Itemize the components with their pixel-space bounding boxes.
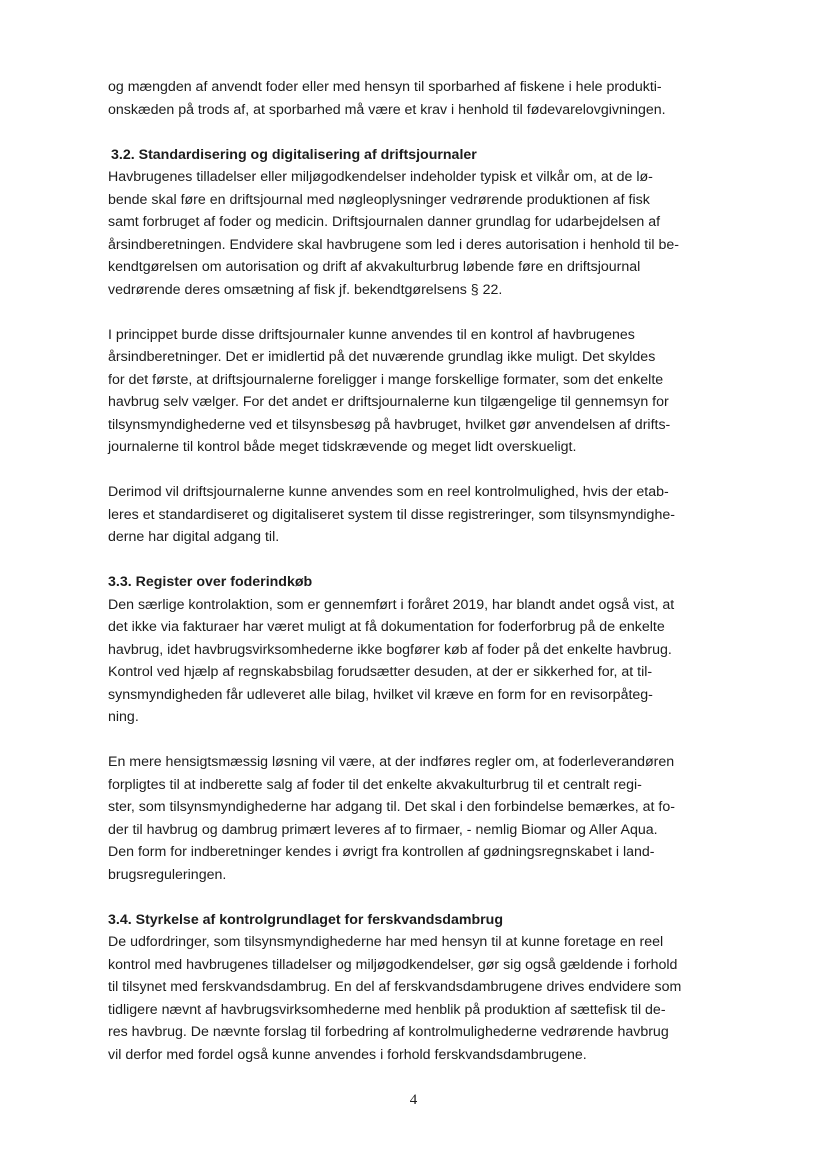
text-line: brugsreguleringen.: [108, 866, 227, 883]
text-line: til tilsynet med ferskvandsdambrug. En del af ferskvandsdambrugene drives endvidere som: [108, 979, 682, 995]
text-line: Den særlige kontrolaktion, som er gennemført i foråret 2019, har blandt andet også vist, at: [108, 596, 675, 613]
paragraph: [108, 751, 774, 886]
text-line: forpligtes til at indberette salg af foder til det enkelte akvakulturbrug til et centralt regi-: [108, 776, 642, 793]
section-heading: 3.3. Register over foderindkøb: [108, 574, 313, 590]
section-3-2: [108, 144, 774, 549]
text-line: for det første, at driftsjournalerne foreligger i mange forskellige formater, som det enkelte: [108, 371, 664, 388]
text-line: vil derfor med fordel også kunne anvendes i forhold ferskvandsdambrugene.: [108, 1046, 587, 1063]
text-line: res havbrug. De nævnte forslag til forbedring af kontrolmulighederne vedrørende havbrug: [108, 1024, 669, 1040]
text-line: Derimod vil driftsjournalerne kunne anvendes som en reel kontrolmulighed, hvis der etab-: [108, 484, 669, 500]
text-line: årsindberetninger. Det er imidlertid på det nuværende grundlag ikke muligt. Det skyldes: [108, 349, 656, 365]
text-line: kontrol med havbrugenes tilladelser og miljøgodkendelser, gør sig også gældende i forhold: [108, 956, 678, 973]
text-line: En mere hensigtsmæssig løsning vil være, at der indføres regler om, at foderleverandøren: [108, 754, 675, 770]
text-line: synsmyndigheden får udleveret alle bilag, hvilket vil kræve en form for en revisorpåteg-: [108, 686, 653, 703]
text-line: tilsynsmyndighederne ved et tilsynsbesøg på havbruget, hvilket gør anvendelsen af drifts-: [108, 416, 671, 433]
section-3-4: [108, 909, 774, 1067]
text-line: ster, som tilsynsmyndighederne har adgang til. Det skal i den forbindelse bemærkes, at fo-: [108, 799, 675, 815]
text-line: årsindberetningen. Endvidere skal havbrugene som led i deres autorisation i henhold til be-: [108, 236, 680, 253]
text-line: journalerne til kontrol både meget tidskrævende og meget lidt overskueligt.: [108, 439, 577, 455]
text-line: derne har digital adgang til.: [108, 529, 280, 545]
body-text: [108, 76, 774, 1066]
text-line: Den form for indberetninger kendes i øvrigt fra kontrollen af gødningsregnskabet i land-: [108, 844, 655, 860]
text-line: havbrug, idet havbrugsvirksomhederne ikke bogfører køb af foder på det enkelte havbrug.: [108, 641, 672, 658]
text-line: kendtgørelsen om autorisation og drift af akvakulturbrug løbende føre en driftsjournal: [108, 259, 641, 275]
section-heading: 3.4. Styrkelse af kontrolgrundlaget for ferskvandsdambrug: [108, 911, 503, 928]
intro-paragraph: [108, 76, 774, 121]
text-line: samt forbruget af foder og medicin. Driftsjournalen danner grundlag for udarbejdelsen af: [108, 214, 661, 230]
paragraph: [108, 931, 774, 1066]
text-line: det ikke via fakturaer har været muligt at få dokumentation for foderforbrug på de enkelte: [108, 619, 665, 635]
text-line: De udfordringer, som tilsynsmyndighederne har med hensyn til at kunne foretage en reel: [108, 934, 664, 950]
text-line: havbrug selv vælger. For det andet er driftsjournalerne kun tilgængelige til gennemsyn for: [108, 394, 669, 410]
section-3-3: [108, 571, 774, 886]
text-line: leres et standardiseret og digitaliseret system til disse registreringer, som tilsynsmyndighe-: [108, 506, 675, 523]
section-heading: 3.2. Standardisering og digitalisering af driftsjournaler: [111, 146, 477, 163]
text-line: bende skal føre en driftsjournal med nøgleoplysninger vedrørende produktionen af fisk: [108, 191, 650, 208]
text-line: Havbrugenes tilladelser eller miljøgodkendelser indeholder typisk et vilkår om, at de lø-: [108, 169, 653, 185]
text-line: der til havbrug og dambrug primært leveres af to firmaer, - nemlig Biomar og Aller Aqua.: [108, 821, 658, 838]
text-line: Kontrol ved hjælp af regnskabsbilag forudsætter desuden, at der er sikkerhed for, at til-: [108, 664, 653, 680]
text-line: onskæden på trods af, at sporbarhed må være et krav i henhold til fødevarelovgivningen.: [108, 101, 666, 118]
text-line: vedrørende deres omsætning af fisk jf. bekendtgørelsens § 22.: [108, 281, 503, 298]
text-line: ning.: [108, 709, 139, 725]
page-number: 4: [409, 1092, 418, 1108]
paragraph: [108, 594, 774, 729]
text-line: og mængden af anvendt foder eller med hensyn til sporbarhed af fiskene i hele produkti-: [108, 79, 662, 95]
text-line: I princippet burde disse driftsjournaler kunne anvendes til en kontrol af havbrugenes: [108, 326, 635, 343]
paragraph: [108, 324, 774, 459]
paragraph: [108, 481, 774, 549]
paragraph: [108, 166, 774, 301]
text-line: tidligere nævnt af havbrugsvirksomhederne med henblik på produktion af sættefisk til de-: [108, 1001, 666, 1018]
